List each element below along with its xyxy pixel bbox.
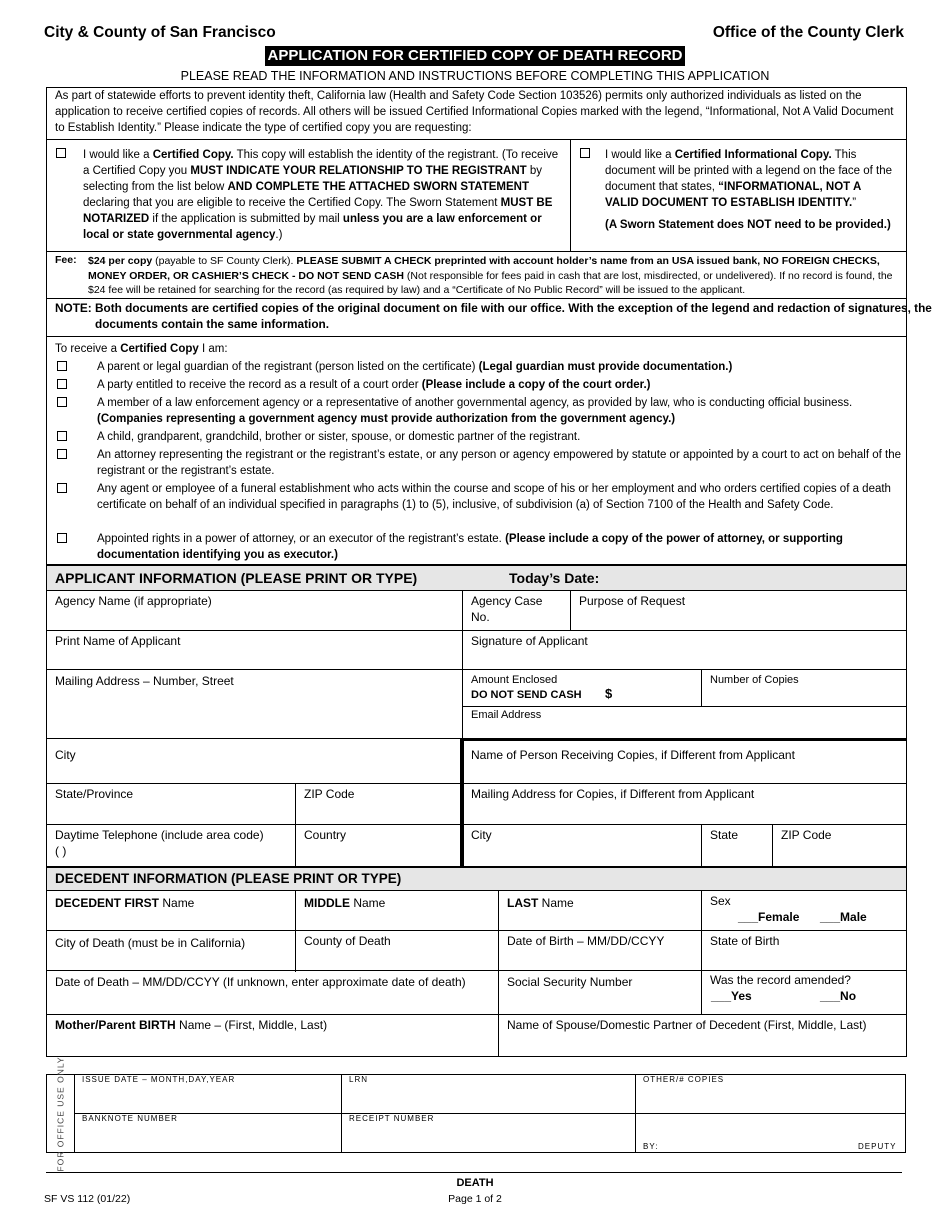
city-of-death-field[interactable]: City of Death (must be in California) [55,936,246,950]
receipt-number-field[interactable]: RECEIPT NUMBER [349,1114,435,1123]
eligibility-checkbox[interactable] [57,533,67,546]
fee-label: Fee: [55,254,77,266]
agency-name-field[interactable]: Agency Name (if appropriate) [55,594,212,608]
amended-question: Was the record amended? [710,973,851,987]
certified-copy-option: I would like a Certified Copy. This copy will establish the identity of the registrant. (To receive a Certified Copy you MUST INDICATE YOUR RELATIONSHIP TO THE REGISTRANT by selecting from the list below AND COMPLETE THE ATTACHED SWORN STATEMENT declaring that you are eligible to receive the Certified Copy. The Sworn Statement MUST BE NOTARIZED if the application is submitted by mail unless you are a law enforcement or local or state governmental agency.) [83,149,559,241]
zip-code-field[interactable]: ZIP Code [304,787,355,801]
issue-date-field[interactable]: ISSUE DATE – MONTH,DAY,YEAR [82,1075,236,1084]
county-of-death-field[interactable]: County of Death [304,934,391,948]
applicant-heading-bar [47,566,906,590]
purpose-field[interactable]: Purpose of Request [579,594,686,608]
amount-field[interactable]: $ [605,686,613,701]
no-cash-warning: DO NOT SEND CASH [471,689,582,701]
state-province-field[interactable]: State/Province [55,787,134,801]
number-of-copies-field[interactable]: Number of Copies [710,674,799,686]
amended-no-option[interactable]: ___No [820,989,857,1003]
eligibility-checkbox[interactable] [57,361,67,374]
form-id: SF VS 112 (01/22) [44,1193,131,1205]
country-field[interactable]: Country [304,828,347,842]
eligibility-checkbox[interactable] [57,483,67,496]
deputy-label: DEPUTY [858,1142,897,1151]
mailing-address-field[interactable]: Mailing Address – Number, Street [55,674,234,688]
eligibility-item: Appointed rights in a power of attorney, or an executor of the registrant’s estate. (Please include a copy of the power of attorney, or supporting documentation identifying you as executor.) [97,533,843,561]
amount-enclosed-label: Amount Enclosed [471,674,558,686]
decedent-first-name-field[interactable]: DECEDENT FIRST Name [55,896,195,910]
eligibility-item: A member of a law enforcement agency or a representative of another governmental agency, as provided by law, who is conducting official business. (Companies representing a government agency must provide authorization from the government agency.) [97,397,853,425]
copies-state-field[interactable]: State [710,828,739,842]
phone-field[interactable]: Daytime Telephone (include area code) ( ) [55,828,264,858]
applicant-heading: APPLICANT INFORMATION (PLEASE PRINT OR TYPE) [55,570,418,586]
county-name: City & County of San Francisco [44,24,276,41]
applicant-signature-field[interactable]: Signature of Applicant [471,634,588,648]
area-code-parentheses: ( ) [55,844,67,858]
sex-label: Sex [710,894,731,908]
form-title: APPLICATION FOR CERTIFIED COPY OF DEATH RECORD [265,46,685,66]
intro-text: As part of statewide efforts to prevent identity theft, California law (Health and Safety Code Section 103526) permits only authorized individuals as listed on the application to receive certified copies of records. All others will be issued Certified Informational Copies marked with the legend, “Informational, Not A Valid Document to Establish Identity.” Please indicate the type of certified copy you are requesting: [55,90,894,134]
todays-date-label: Today’s Date: [509,570,600,586]
informational-copy-option: I would like a Certified Informational Copy. This document will be printed with a legend on the face of the document that states, “INFORMATIONAL, NOT A VALID DOCUMENT TO ESTABLISH IDENTITY.” (A Sworn Statement does NOT need to be provided.) [597,145,903,235]
recipient-name-field[interactable]: Name of Person Receiving Copies, if Different from Applicant [471,748,795,762]
banknote-number-field[interactable]: BANKNOTE NUMBER [82,1114,178,1123]
date-of-birth-field[interactable]: Date of Birth – MM/DD/CCYY [507,934,665,948]
certified-copy-checkbox[interactable] [56,148,66,161]
eligibility-item: A party entitled to receive the record as a result of a court order (Please include a copy of the court order.) [97,379,651,391]
copies-mailing-address-field[interactable]: Mailing Address for Copies, if Different from Applicant [471,787,755,801]
eligibility-item: An attorney representing the registrant or the registrant’s estate, or any person or agency empowered by statute or appointed by a court to act on behalf of the registrant or the registrant’s estate. [97,449,901,477]
state-of-birth-field[interactable]: State of Birth [710,934,780,948]
no-sworn-statement-note: (A Sworn Statement does NOT need to be provided.) [605,219,891,231]
eligibility-item: A parent or legal guardian of the registrant (person listed on the certificate) (Legal guardian must provide documentation.) [97,361,733,373]
date-of-death-field[interactable]: Date of Death – MM/DD/CCYY (If unknown, enter approximate date of death) [55,975,466,989]
office-name: Office of the County Clerk [712,24,904,41]
page-number: Page 1 of 2 [448,1193,502,1205]
form-subtitle: PLEASE READ THE INFORMATION AND INSTRUCTIONS BEFORE COMPLETING THIS APPLICATION [180,69,770,83]
decedent-last-name-field[interactable]: LAST Name [507,896,574,910]
sex-female-option[interactable]: ___Female [738,910,800,924]
agency-case-field[interactable]: Agency Case No. [471,594,543,624]
email-field[interactable]: Email Address [471,709,542,721]
eligibility-intro: To receive a Certified Copy I am: [55,343,228,355]
eligibility-item: Any agent or employee of a funeral establishment who acts within the course and scope of his or her employment and who orders certified copies of a death certificate on behalf of an individual specified in paragraphs (1) to (5), inclusive, of subdivision (a) of Section 7100 of the Health and Safety Code. [97,483,891,511]
eligibility-checkbox[interactable] [57,379,67,392]
decedent-middle-name-field[interactable]: MIDDLE Name [304,896,386,910]
other-copies-field[interactable]: OTHER/# COPIES [643,1075,725,1084]
applicant-name-field[interactable]: Print Name of Applicant [55,634,181,648]
ssn-field[interactable]: Social Security Number [507,975,633,989]
copies-city-field[interactable]: City [471,828,492,842]
decedent-heading: DECEDENT INFORMATION (PLEASE PRINT OR TYPE) [47,868,906,890]
eligibility-checkbox[interactable] [57,397,67,410]
eligibility-checkbox[interactable] [57,449,67,462]
note-text: NOTE: Both documents are certified copies of the original document on file with our office. With the exception of the legend and redaction of signatures, the documents contain the same information. [55,301,932,331]
eligibility-item: A child, grandparent, grandchild, brother or sister, spouse, or domestic partner of the registrant. [97,431,581,443]
record-type-label: DEATH [456,1177,494,1189]
mother-birth-name-field[interactable]: Mother/Parent BIRTH Name – (First, Middle, Last) [55,1018,328,1032]
spouse-name-field[interactable]: Name of Spouse/Domestic Partner of Decedent (First, Middle, Last) [507,1018,867,1032]
lrn-field[interactable]: LRN [349,1075,369,1084]
office-use-side-label: FOR OFFICE USE ONLY [55,1055,66,1172]
city-field[interactable]: City [55,748,76,762]
sex-male-option[interactable]: ___Male [820,910,867,924]
eligibility-checkbox[interactable] [57,431,67,444]
fee-text: $24 per copy (payable to SF County Clerk). PLEASE SUBMIT A CHECK preprinted with account holder’s name from an USA issued bank, NO FOREIGN CHECKS, MONEY ORDER, OR CASHIER’S CHECK - DO NOT SEND CASH (Not responsible for fees paid in cash that are lost, misdirected, or undelivered). If no record is found, the $24 fee will be retained for searching for the record (as required by law) and a “Certificate of No Public Record” will be issued to the applicant. [88,255,893,296]
copies-zip-field[interactable]: ZIP Code [781,828,832,842]
by-label: BY: [643,1142,659,1151]
amended-yes-option[interactable]: ___Yes [711,989,752,1003]
informational-copy-checkbox[interactable] [580,148,590,161]
